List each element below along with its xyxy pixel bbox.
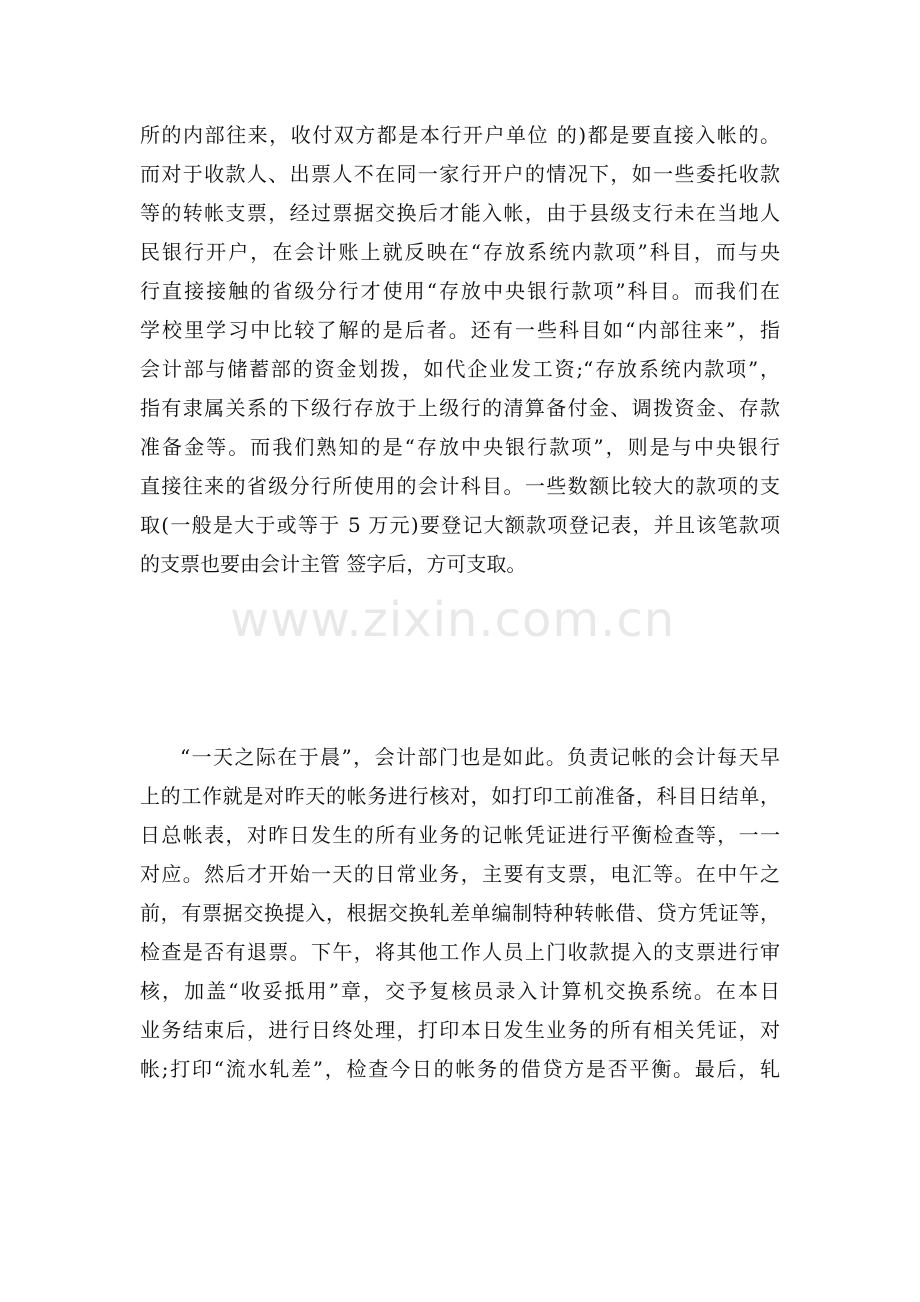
text-line: 直接往来的省级分行所使用的会计科目。一些数额比较大的款项的支 — [140, 474, 780, 498]
text-line: 日总帐表，对昨日发生的所有业务的记帐凭证进行平衡检查等，一一 — [140, 823, 780, 847]
text-line: 民银行开户，在会计账上就反映在“存放系统内款项”科目，而与央 — [140, 240, 780, 264]
text-line: 会计部与储蓄部的资金划拨，如代企业发工资;“存放系统内款项”， — [140, 357, 780, 381]
text-line: 行直接接触的省级分行才使用“存放中央银行款项”科目。而我们在 — [140, 279, 780, 303]
text-line: 上的工作就是对昨天的帐务进行核对，如打印工前准备，科目日结单， — [140, 784, 780, 808]
text-line: 帐;打印“流水轧差”，检查今日的帐务的借贷方是否平衡。最后，轧 — [140, 1057, 780, 1081]
watermark-text: www.zixin.com.cn — [230, 592, 676, 648]
text-line: 学校里学习中比较了解的是后者。还有一些科目如“内部往来”，指 — [140, 318, 780, 342]
text-line: 核，加盖“收妥抵用”章，交予复核员录入计算机交换系统。在本日 — [140, 979, 780, 1003]
text-line: 取(一般是大于或等于 5 万元)要登记大额款项登记表，并且该笔款项 — [140, 513, 780, 537]
text-line: 所的内部往来，收付双方都是本行开户单位 的)都是要直接入帐的。 — [140, 123, 780, 147]
text-line: 对应。然后才开始一天的日常业务，主要有支票，电汇等。在中午之 — [140, 862, 780, 886]
text-line: 等的转帐支票，经过票据交换后才能入帐，由于县级支行未在当地人 — [140, 201, 780, 225]
text-line: 检查是否有退票。下午，将其他工作人员上门收款提入的支票进行审 — [140, 940, 780, 964]
paragraph-1 — [140, 116, 780, 584]
paragraph-2 — [140, 738, 780, 1089]
text-line: 准备金等。而我们熟知的是“存放中央银行款项”，则是与中央银行 — [140, 435, 780, 459]
text-line: 而对于收款人、出票人不在同一家行开户的情况下，如一些委托收款 — [140, 162, 780, 186]
text-line: 前，有票据交换提入，根据交换轧差单编制特种转帐借、贷方凭证等， — [140, 901, 780, 925]
text-line: 业务结束后，进行日终处理，打印本日发生业务的所有相关凭证，对 — [140, 1018, 780, 1042]
text-line: 指有隶属关系的下级行存放于上级行的清算备付金、调拨资金、存款 — [140, 396, 780, 420]
text-line: “一天之际在于晨”，会计部门也是如此。负责记帐的会计每天早 — [180, 745, 780, 769]
text-line: 的支票也要由会计主管 签字后，方可支取。 — [140, 552, 527, 576]
